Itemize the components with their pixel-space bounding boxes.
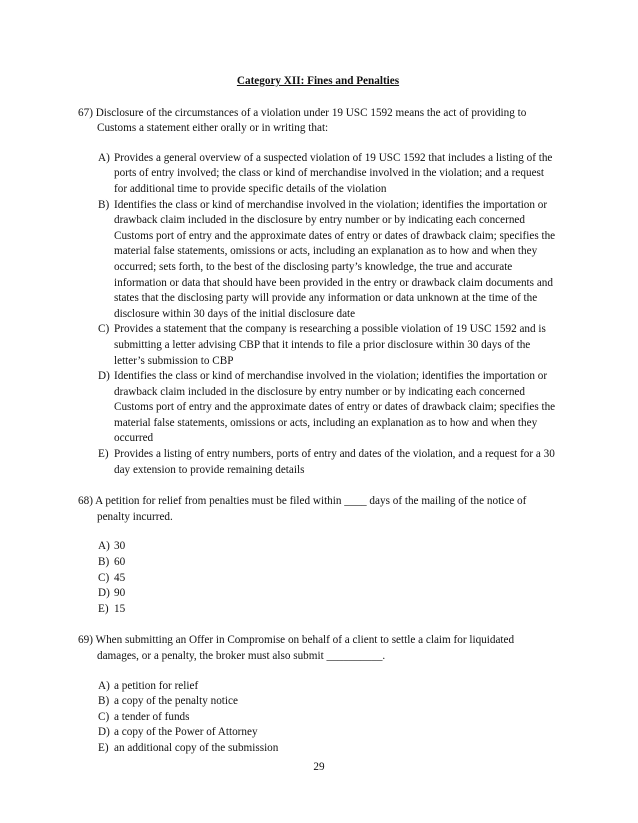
option-text: Identifies the class or kind of merchandise involved in the violation; identifies the importation or drawback claim included in the disclosure by entry number or by indicating each concerned Customs port of entry and the approximate dates of entry or dates of drawback claim; specifies the material false statements, omissions or acts, including an explanation as to how and when they occurred; sets forth, to the best of the disclosing party’s knowledge, the true and accurate information or data that should have been provided in the entry or drawback claim documents and states that the disclosing party will provide any information or data unknown at the time of the disclosure within 30 days of the initial disclosure date xyxy=(114,198,556,320)
option-text: 45 xyxy=(114,571,126,584)
option-text: 60 xyxy=(114,556,126,569)
option-text: 15 xyxy=(114,602,126,615)
answer-option xyxy=(78,198,558,323)
option-letter: B) xyxy=(98,556,110,569)
option-text: Provides a statement that the company is researching a possible violation of 19 USC 1592 and is submitting a letter advising CBP that it intends to file a prior disclosure within 30 days of the letter’s submission to CBP xyxy=(114,323,546,367)
option-text: an additional copy of the submission xyxy=(114,741,279,754)
section-title: Category XII: Fines and Penalties xyxy=(236,75,400,87)
answer-option xyxy=(78,602,558,618)
option-text: Identifies the class or kind of merchandise involved in the violation; identifies the importation or drawback claim included in the disclosure by entry number or by indicating each concerned Customs port of entry and the approximate dates of entry or dates of drawback claim; specifies the material false statements, omissions or acts, including an explanation as to how and when they occurred xyxy=(114,370,556,445)
option-text: 90 xyxy=(114,587,126,600)
question-text: 69) When submitting an Offer in Compromise on behalf of a client to settle a claim for liquidated damages, or a penalty, the broker must also submit __________. xyxy=(78,634,515,662)
answer-option xyxy=(78,710,558,726)
answer-option xyxy=(78,586,558,602)
option-letter: A) xyxy=(98,679,110,692)
option-letter: C) xyxy=(98,323,110,336)
page-number: 29 xyxy=(313,761,325,773)
option-text: a copy of the penalty notice xyxy=(114,695,238,708)
answer-option xyxy=(78,725,558,741)
option-text: a copy of the Power of Attorney xyxy=(114,726,258,739)
question-68 xyxy=(78,494,558,617)
option-letter: A) xyxy=(98,151,110,164)
option-letter: C) xyxy=(98,571,110,584)
option-letter: D) xyxy=(98,370,110,383)
option-letter: D) xyxy=(98,587,110,600)
option-text: a tender of funds xyxy=(114,710,190,723)
option-text: Provides a listing of entry numbers, ports of entry and dates of the violation, and a request for a 30 day extension to provide remaining details xyxy=(114,448,555,476)
answer-option xyxy=(78,369,558,447)
option-letter: A) xyxy=(98,540,110,553)
answer-option xyxy=(78,694,558,710)
option-letter: E) xyxy=(98,741,109,754)
answer-option xyxy=(78,539,558,555)
question-67 xyxy=(78,106,558,479)
answer-option xyxy=(78,151,558,198)
answer-option xyxy=(78,447,558,478)
question-text: 67) Disclosure of the circumstances of a violation under 19 USC 1592 means the act of providing to Customs a statement either orally or in writing that: xyxy=(78,106,527,135)
answer-option xyxy=(78,679,558,695)
answer-options xyxy=(78,679,558,757)
answer-option xyxy=(78,555,558,571)
option-letter: C) xyxy=(98,710,110,723)
answer-option xyxy=(78,571,558,587)
option-letter: B) xyxy=(98,198,110,211)
answer-options xyxy=(78,539,558,617)
question-69 xyxy=(78,633,558,756)
document-page xyxy=(78,74,558,773)
answer-option xyxy=(78,322,558,369)
answer-option xyxy=(78,741,558,757)
option-letter: E) xyxy=(98,602,109,615)
option-letter: E) xyxy=(98,448,109,461)
answer-options xyxy=(78,151,558,478)
option-text: Provides a general overview of a suspected violation of 19 USC 1592 that includes a listing of the ports of entry involved; the class or kind of merchandise involved in the violation; and a request for additional time to provide specific details of the violation xyxy=(114,151,553,195)
option-text: 30 xyxy=(114,540,126,553)
question-text: 68) A petition for relief from penalties must be filed within ____ days of the mailing of the notice of penalty incurred. xyxy=(78,495,527,523)
option-letter: D) xyxy=(98,726,110,739)
option-letter: B) xyxy=(98,695,110,708)
option-text: a petition for relief xyxy=(114,679,199,692)
